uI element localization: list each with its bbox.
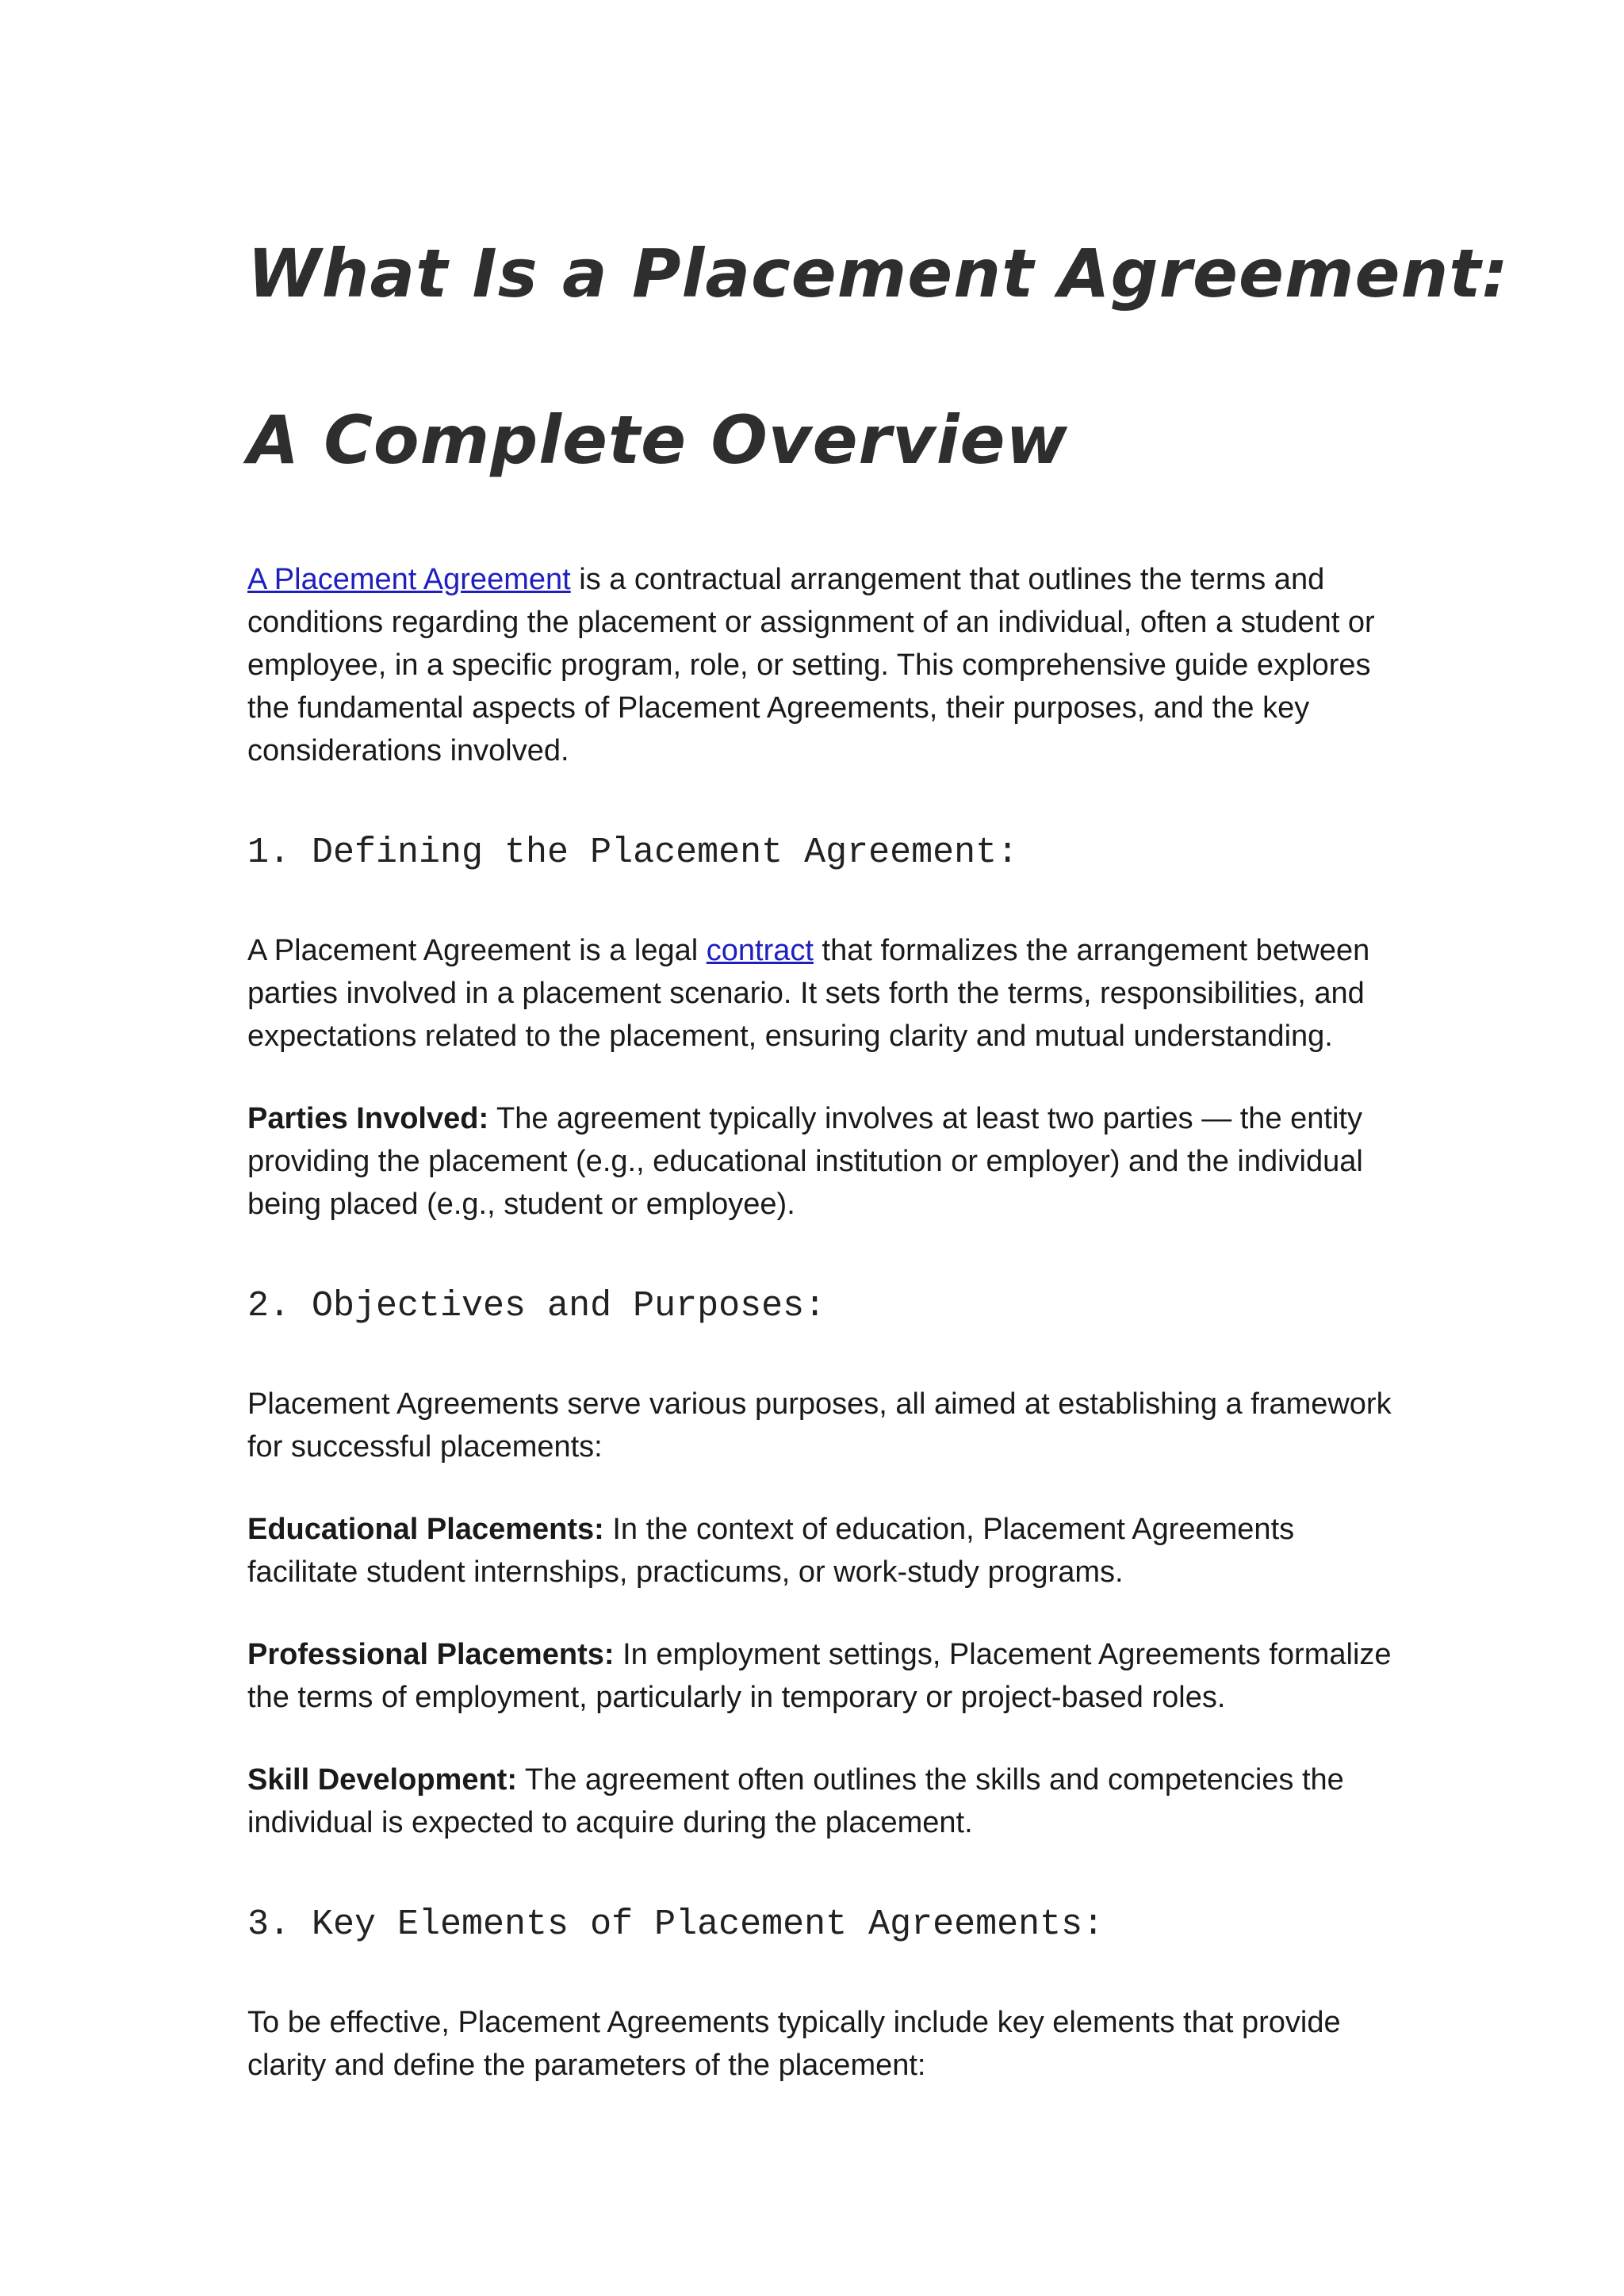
intro-text: is a contractual arrangement that outlines the terms and conditions regarding the placement or assignment of an individual, often a student or employee, in a specific program, role, or setting. This comprehensive guide explores the fundamental aspects of Placement Agreements, their purposes, and the key considerations involved. (247, 563, 1375, 767)
educational-placements-label: Educational Placements: (247, 1513, 604, 1546)
contract-link[interactable]: contract (706, 934, 814, 967)
parties-involved-paragraph (247, 1097, 1405, 1226)
intro-paragraph (247, 558, 1405, 772)
educational-placements-paragraph (247, 1508, 1405, 1594)
skill-development-paragraph (247, 1758, 1405, 1844)
professional-placements-label: Professional Placements: (247, 1638, 615, 1671)
professional-placements-text: In employment settings, Placement Agreements formalize the terms of employment, particularly in temporary or project-based roles. (247, 1638, 1392, 1714)
page-title-line-1: What Is a Placement Agreement: (247, 235, 1510, 312)
page-title-line-2: A Complete Overview (247, 401, 1069, 479)
skill-development-text: The agreement often outlines the skills and competencies the individual is expected to acquire during the placement. (247, 1763, 1344, 1839)
defining-paragraph (247, 929, 1405, 1058)
section-heading-defining: 1. Defining the Placement Agreement: (247, 832, 1019, 873)
defining-text-after: that formalizes the arrangement between parties involved in a placement scenario. It sets forth the terms, responsibilities, and expectations related to the placement, ensuring clarity and mutual understanding. (247, 934, 1370, 1053)
objectives-intro-paragraph: Placement Agreements serve various purposes, all aimed at establishing a framework for successful placements: (247, 1387, 1392, 1464)
section-heading-objectives: 2. Objectives and Purposes: (247, 1286, 826, 1326)
placement-agreement-link[interactable]: A Placement Agreement (247, 563, 571, 596)
section-heading-key-elements: 3. Key Elements of Placement Agreements: (247, 1904, 1105, 1945)
parties-involved-text: The agreement typically involves at least two parties — the entity providing the placement (e.g., educational institution or employer) and the individual being placed (e.g., student or employee). (247, 1102, 1363, 1221)
educational-placements-text: In the context of education, Placement Agreements facilitate student internships, practicums, or work-study programs. (247, 1513, 1295, 1589)
professional-placements-paragraph (247, 1633, 1405, 1719)
key-elements-intro-paragraph: To be effective, Placement Agreements typically include key elements that provide clarity and define the parameters of the placement: (247, 2006, 1341, 2082)
defining-text-before: A Placement Agreement is a legal (247, 934, 707, 967)
parties-involved-label: Parties Involved: (247, 1102, 489, 1135)
skill-development-label: Skill Development: (247, 1763, 517, 1797)
page-title (247, 190, 1510, 523)
document-page (247, 190, 1510, 2087)
